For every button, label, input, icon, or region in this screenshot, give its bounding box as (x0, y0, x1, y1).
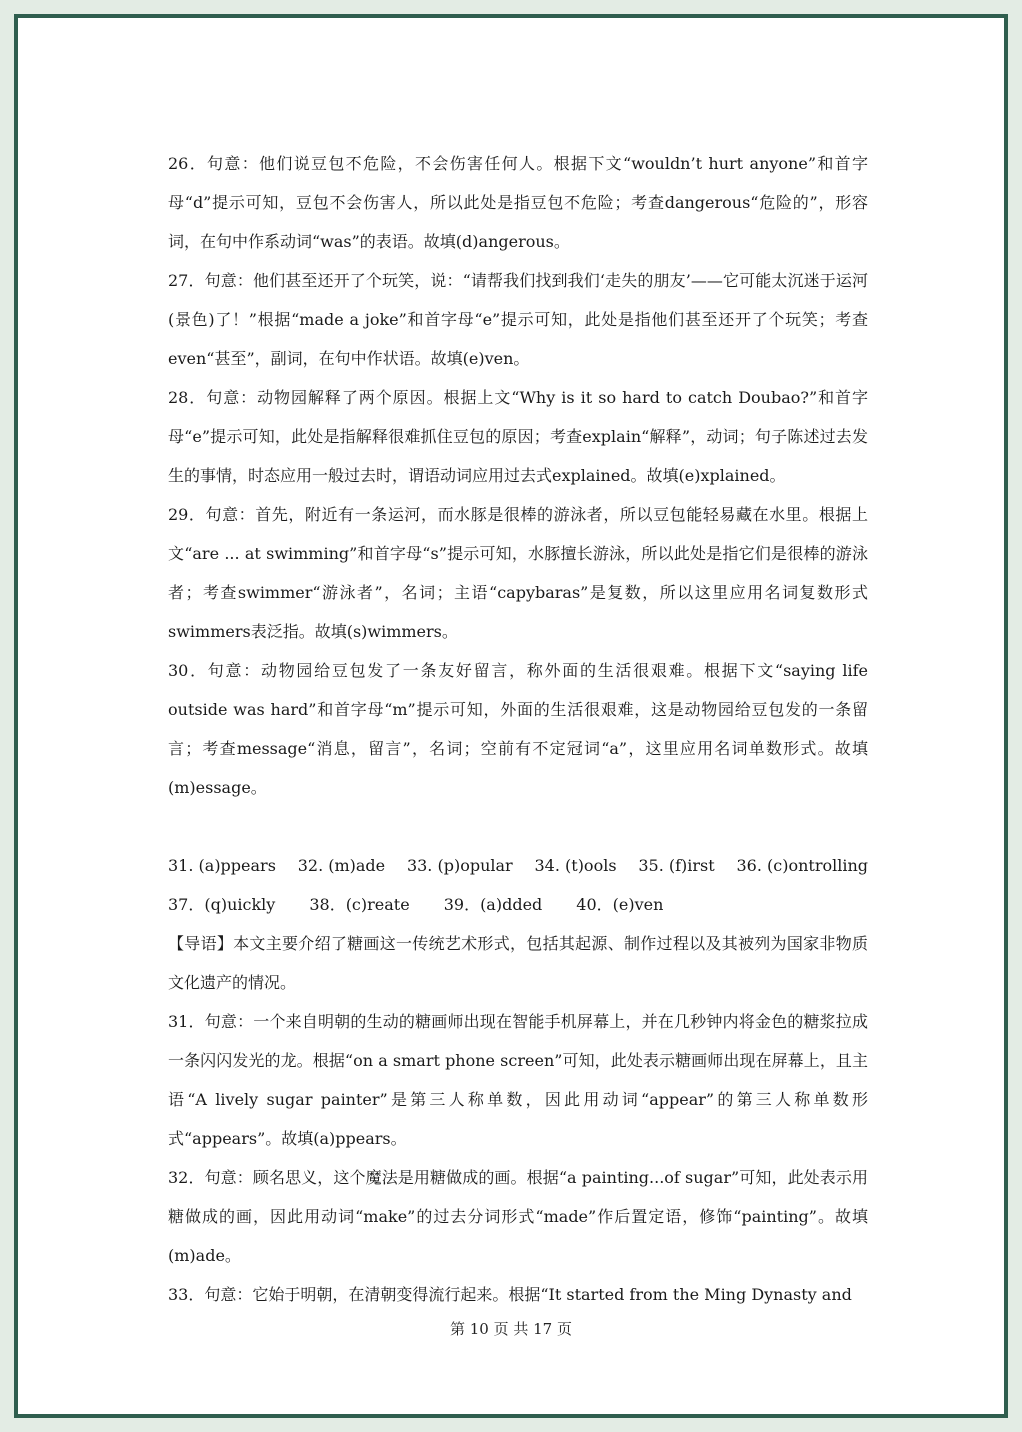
paragraph-q26: 26．句意：他们说豆包不危险，不会伤害任何人。根据下文“wouldn’t hurt anyone”和首字母“d”提示可知，豆包不会伤害人，所以此处是指豆包不危险；考查dangerous“危险的”，形容词，在句中作系动词“was”的表语。故填(d)angerous。 (168, 154, 868, 251)
paragraph-intro: 【导语】本文主要介绍了糖画这一传统艺术形式，包括其起源、制作过程以及其被列为国家非物质文化遗产的情况。 (168, 934, 868, 992)
answer-34: 34. (t)ools (534, 856, 617, 875)
answer-33: 33. (p)opular (406, 856, 513, 875)
answer-38: 38．(c)reate (309, 895, 410, 914)
paragraph-q30: 30．句意：动物园给豆包发了一条友好留言，称外面的生活很艰难。根据下文“saying life outside was hard”和首字母“m”提示可知，外面的生活很艰难，这是动物园给豆包发的一条留言；考查message“消息，留言”，名词；空前有不定冠词“a”，这里应用名词单数形式。故填(m)essage。 (168, 661, 868, 797)
paragraph-q32: 32．句意：顾名思义，这个魔法是用糖做成的画。根据“a painting...of sugar”可知，此处表示用糖做成的画，因此用动词“make”的过去分词形式“made”作后置定语，修饰“painting”。故填(m)ade。 (168, 1168, 868, 1265)
answer-36: 36. (c)ontrolling (736, 856, 868, 875)
paragraph-q33: 33．句意：它始于明朝，在清朝变得流行起来。根据“It started from the Ming Dynasty and (168, 1285, 852, 1304)
answer-key-row-2 (168, 885, 868, 924)
spacer (168, 807, 868, 846)
paragraph-q27: 27．句意：他们甚至还开了个玩笑，说：“请帮我们找到我们‘走失的朋友’——它可能太沉迷于运河 (景色)了！”根据“made a joke”和首字母“e”提示可知，此处是指他们甚至还开了个玩笑；考查even“甚至”，副词，在句中作状语。故填(e)ven。 (168, 271, 868, 368)
page-frame (14, 14, 1008, 1418)
answer-31: 31. (a)ppears (168, 856, 276, 875)
answer-40: 40．(e)ven (576, 895, 664, 914)
answer-key-row-1 (168, 846, 868, 885)
paragraph-q28: 28．句意：动物园解释了两个原因。根据上文“Why is it so hard to catch Doubao?”和首字母“e”提示可知，此处是指解释很难抓住豆包的原因；考查explain“解释”，动词；句子陈述过去发生的事情，时态应用一般过去时，谓语动词应用过去式explained。故填(e)xplained。 (168, 388, 868, 485)
answer-32: 32. (m)ade (297, 856, 386, 875)
answer-35: 35. (f)irst (638, 856, 715, 875)
answer-37: 37．(q)uickly (168, 895, 276, 914)
answer-39: 39．(a)dded (443, 895, 543, 914)
page-content (168, 144, 868, 1314)
paragraph-q31: 31．句意：一个来自明朝的生动的糖画师出现在智能手机屏幕上，并在几秒钟内将金色的糖浆拉成一条闪闪发光的龙。根据“on a smart phone screen”可知，此处表示糖画师出现在屏幕上，且主语“A lively sugar painter”是第三人称单数，因此用动词“appear”的第三人称单数形式“appears”。故填(a)ppears。 (168, 1012, 868, 1148)
page-footer: 第 10 页 共 17 页 (449, 1320, 572, 1338)
paragraph-q29: 29．句意：首先，附近有一条运河，而水豚是很棒的游泳者，所以豆包能轻易藏在水里。根据上文“are ... at swimming”和首字母“s”提示可知，水豚擅长游泳，所以此处是指它们是很棒的游泳者；考查swimmer“游泳者”，名词；主语“capybaras”是复数，所以这里应用名词复数形式swimmers表泛指。故填(s)wimmers。 (168, 505, 868, 641)
